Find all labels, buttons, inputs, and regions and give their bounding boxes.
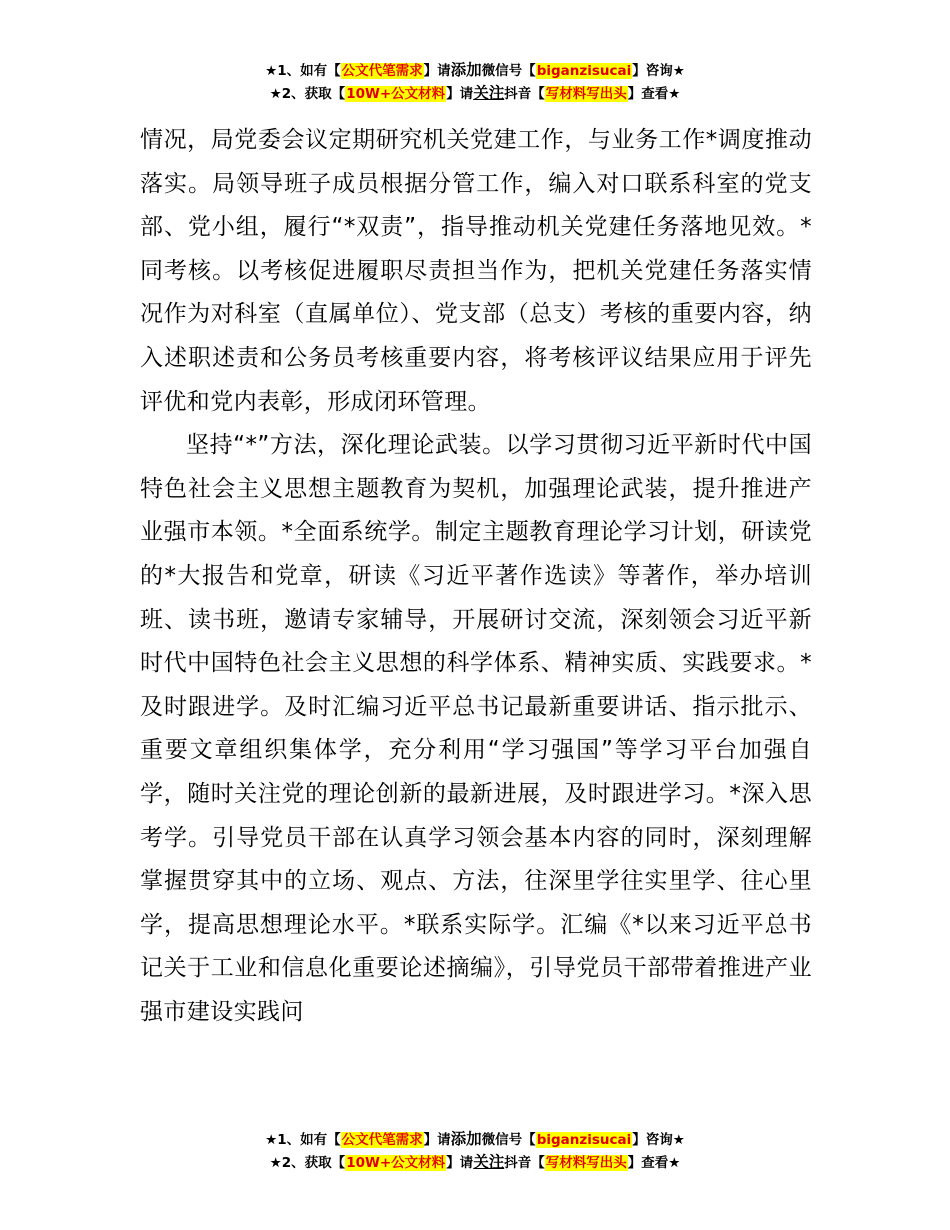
banner-text: 2、获取【 [281,1155,346,1171]
banner-text: 1、如有【 [277,63,341,79]
banner-text: 2、获取【 [281,86,346,102]
star-icon: ★ [668,1155,681,1171]
header-banner [0,59,950,105]
highlight-materials: 10W+公文材料 [346,1155,446,1171]
banner-text: 】请 [423,1132,451,1148]
highlight-wechat-id: biganzisucai [536,63,632,79]
star-icon: ★ [668,86,681,102]
star-icon: ★ [269,86,282,102]
highlight-service: 公文代笔需求 [341,1132,423,1148]
banner-text: 抖音【 [504,86,545,102]
paragraph-1: 情况，局党委会议定期研究机关党建工作，与业务工作*调度推动落实。局领导班子成员根据分管工作，编入对口联系科室的党支部、党小组，履行“*双责”，指导推动机关党建任务落地见效。*同考核。以考核促进履职尽责担当作为，把机关党建任务落实情况作为对科室（直属单位）、党支部（总支）考核的重要内容，纳入述职述责和公务员考核重要内容，将考核评议结果应用于评先评优和党内表彰，形成闭环管理。 [140,127,812,415]
banner-line-2 [0,82,950,105]
banner-text: 】查看 [627,1155,669,1171]
star-icon: ★ [672,63,685,79]
banner-text: 】请 [423,63,451,79]
banner-line-1 [0,59,950,82]
banner-text: 1、如有【 [277,1132,341,1148]
banner-text: 】查看 [627,86,669,102]
highlight-wechat-id: biganzisucai [536,1132,632,1148]
banner-emphasis: 添加 [450,61,482,79]
banner-text: 微信号【 [481,63,536,79]
document-body [140,119,812,1034]
banner-emphasis: 添加 [450,1130,482,1148]
footer-banner [0,1128,950,1174]
banner-emphasis: 关注 [473,1153,505,1171]
banner-text: 】请 [446,1155,474,1171]
banner-text: 】请 [446,86,474,102]
highlight-douyin-id: 写材料写出头 [545,86,627,102]
banner-line-2 [0,1151,950,1174]
banner-emphasis: 关注 [473,84,505,102]
star-icon: ★ [265,1132,278,1148]
banner-text: 】咨询 [632,1132,673,1148]
banner-text: 】咨询 [632,63,673,79]
star-icon: ★ [672,1132,685,1148]
banner-text: 微信号【 [481,1132,536,1148]
highlight-materials: 10W+公文材料 [346,86,446,102]
star-icon: ★ [269,1155,282,1171]
highlight-service: 公文代笔需求 [341,63,423,79]
banner-text: 抖音【 [504,1155,545,1171]
star-icon: ★ [265,63,278,79]
highlight-douyin-id: 写材料写出头 [545,1155,627,1171]
banner-line-1 [0,1128,950,1151]
paragraph-2: 坚持“*”方法，深化理论武装。以学习贯彻习近平新时代中国特色社会主义思想主题教育为契机，加强理论武装，提升推进产业强市本领。*全面系统学。制定主题教育理论学习计划，研读党的*大报告和党章，研读《习近平著作选读》等著作，举办培训班、读书班，邀请专家辅导，开展研讨交流，深刻领会习近平新时代中国特色社会主义思想的科学体系、精神实质、实践要求。*及时跟进学。及时汇编习近平总书记最新重要讲话、指示批示、重要文章组织集体学，充分利用“学习强国”等学习平台加强自学，随时关注党的理论创新的最新进展，及时跟进学习。*深入思考学。引导党员干部在认真学习领会基本内容的同时，深刻理解掌握贯穿其中的立场、观点、方法，往深里学往实里学、往心里学，提高思想理论水平。*联系实际学。汇编《*以来习近平总书记关于工业和信息化重要论述摘编》，引导党员干部带着推进产业强市建设实践问 [140,432,812,1025]
